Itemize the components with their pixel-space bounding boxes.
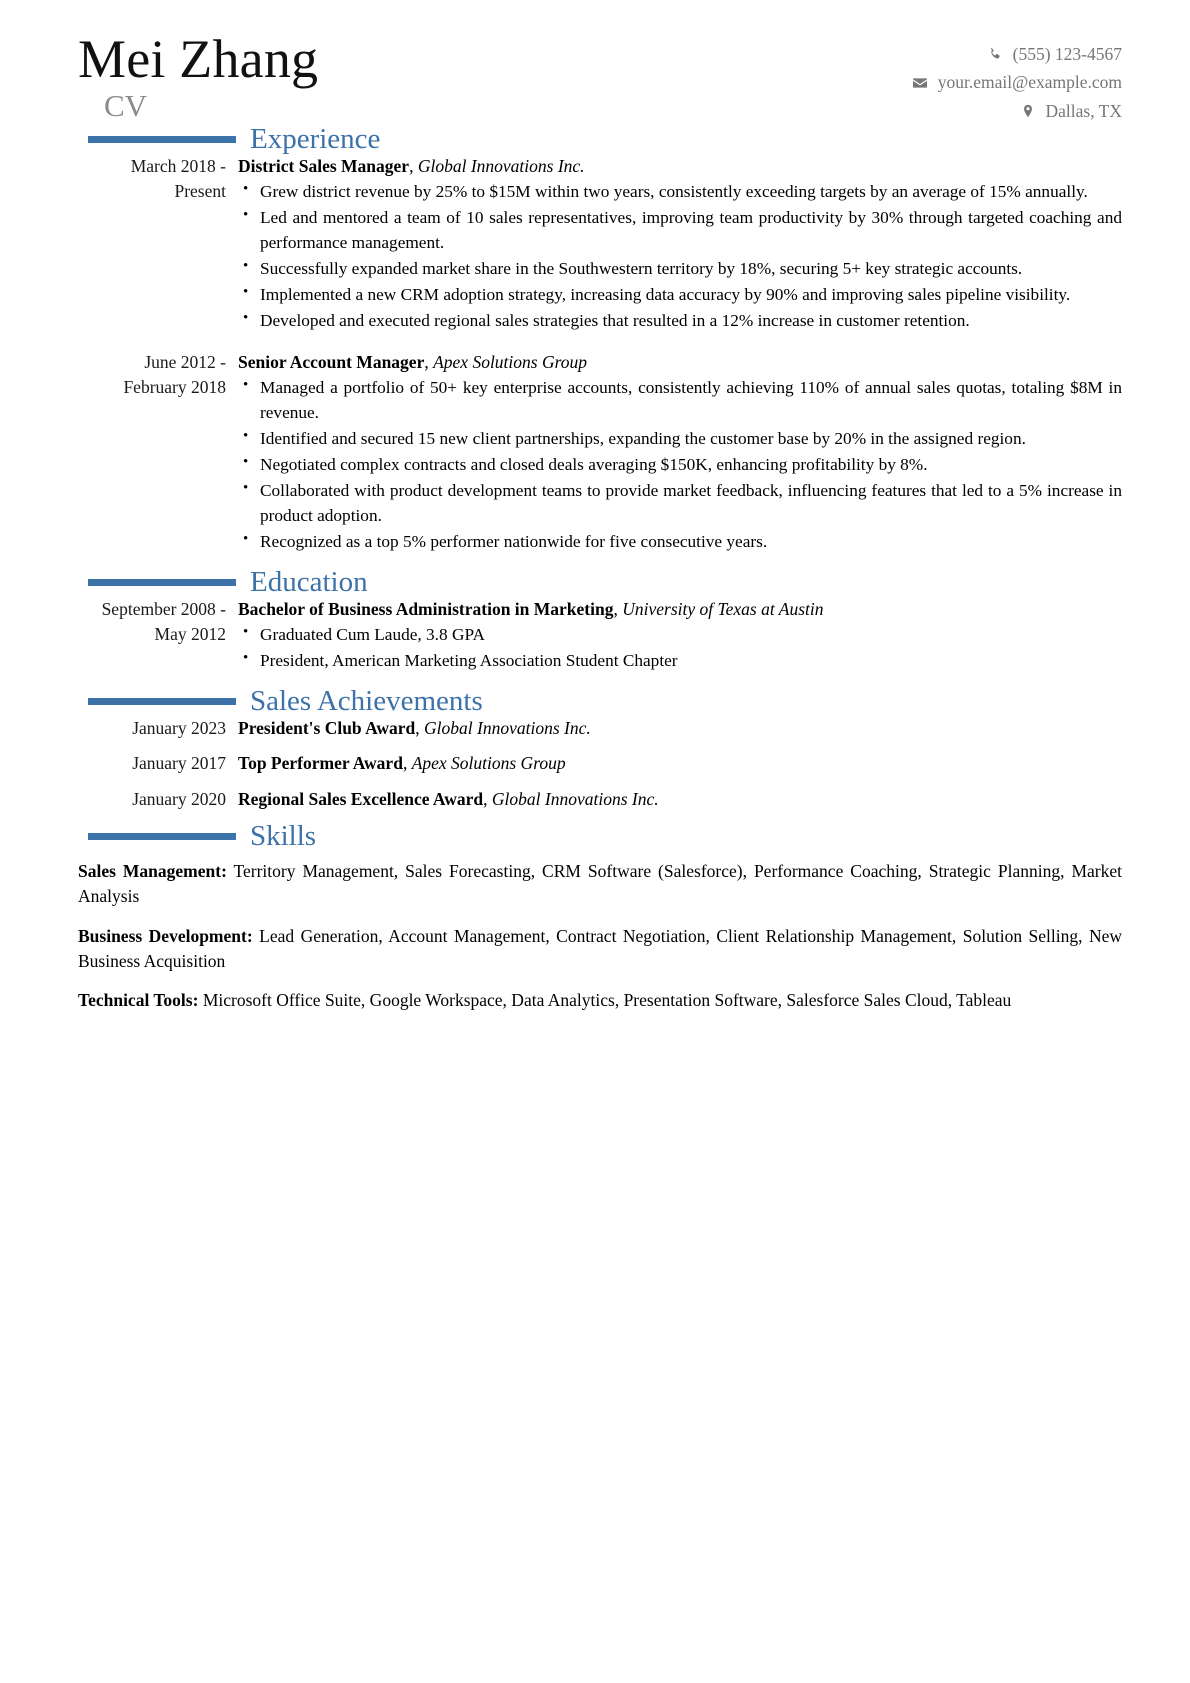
entry-heading bbox=[238, 154, 1122, 179]
list-item: • Developed and executed regional sales strategies that resulted in a 12% increase in customer retention. bbox=[238, 309, 1122, 334]
email-address: your.email@example.com bbox=[937, 72, 1122, 93]
entry-heading bbox=[238, 716, 1122, 741]
entry-body bbox=[238, 751, 1122, 776]
spacer bbox=[0, 556, 1190, 568]
list-item: • Collaborated with product development teams to provide market feedback, influencing features that led to a 5% increase in product adoption. bbox=[238, 479, 1122, 529]
organization-name: Apex Solutions Group bbox=[411, 753, 566, 774]
entry-body bbox=[238, 154, 1122, 335]
contact-phone[interactable] bbox=[912, 40, 1122, 68]
document-subtitle: CV bbox=[104, 88, 148, 124]
section-title-achievements: Sales Achievements bbox=[250, 684, 483, 717]
section-rule bbox=[88, 136, 236, 143]
entry-date: June 2012 - February 2018 bbox=[123, 351, 226, 398]
entry-separator: , bbox=[424, 351, 429, 372]
skills-list bbox=[0, 851, 1190, 1014]
entry-separator: , bbox=[483, 788, 488, 809]
phone-icon bbox=[987, 46, 1004, 63]
entry-date: January 2023 bbox=[132, 717, 226, 738]
entry-body bbox=[238, 716, 1122, 741]
experience-entry bbox=[0, 154, 1190, 335]
organization-name: Apex Solutions Group bbox=[433, 351, 588, 372]
education-entry bbox=[0, 597, 1190, 675]
experience-entry bbox=[0, 350, 1190, 556]
skill-group bbox=[78, 859, 1122, 910]
award-title: Regional Sales Excellence Award bbox=[238, 788, 484, 809]
job-title: District Sales Manager bbox=[238, 156, 410, 177]
award-title: Top Performer Award bbox=[238, 753, 403, 774]
cv-header bbox=[0, 0, 1190, 125]
list-item: • Grew district revenue by 25% to $15M within two years, consistently exceeding targets by an average of 15% annually. bbox=[238, 180, 1122, 205]
entry-body bbox=[238, 787, 1122, 812]
skill-items: Lead Generation, Account Management, Contract Negotiation, Client Relationship Management, Solution Selling, New Business Acquisition bbox=[78, 925, 1123, 971]
phone-number: (555) 123-4567 bbox=[1012, 44, 1122, 64]
list-item: • Successfully expanded market share in the Southwestern territory by 18%, securing 5+ key strategic accounts. bbox=[238, 257, 1122, 282]
page-title: Mei Zhang bbox=[78, 29, 319, 89]
entry-date: January 2020 bbox=[132, 788, 226, 809]
contact-block bbox=[912, 32, 1122, 125]
entry-date: March 2018 - Present bbox=[130, 156, 226, 202]
spacer bbox=[0, 675, 1190, 687]
section-rule bbox=[88, 698, 236, 705]
section-rule bbox=[88, 579, 236, 586]
list-item: • Identified and secured 15 new client partnerships, expanding the customer base by 20% in the assigned region. bbox=[238, 427, 1122, 452]
entry-date: January 2017 bbox=[132, 753, 226, 774]
bullet-list bbox=[238, 376, 1122, 554]
entry-separator: , bbox=[415, 717, 420, 738]
contact-location[interactable] bbox=[912, 97, 1122, 125]
list-item: • Negotiated complex contracts and closed deals averaging $150K, enhancing profitability by 8%. bbox=[238, 453, 1122, 478]
entry-body bbox=[238, 350, 1122, 556]
skill-group bbox=[78, 924, 1122, 975]
institution-name: University of Texas at Austin bbox=[622, 598, 824, 619]
section-header-experience bbox=[0, 125, 1190, 154]
location-text: Dallas, TX bbox=[1045, 100, 1122, 121]
location-pin-icon bbox=[1020, 102, 1037, 119]
list-item: • Led and mentored a team of 10 sales representatives, improving team productivity by 30% through targeted coaching and performance management. bbox=[238, 206, 1122, 256]
job-title: Senior Account Manager bbox=[238, 351, 425, 372]
entry-separator: , bbox=[409, 156, 414, 177]
bullet-list bbox=[238, 180, 1122, 333]
spacer bbox=[0, 335, 1190, 350]
list-item: • Managed a portfolio of 50+ key enterprise accounts, consistently achieving 110% of annual sales quotas, totaling $8M in revenue. bbox=[238, 376, 1122, 426]
contact-email[interactable] bbox=[912, 68, 1122, 96]
envelope-icon bbox=[912, 74, 929, 91]
entry-separator: , bbox=[402, 753, 408, 774]
achievement-entry bbox=[0, 716, 1190, 741]
section-title-experience: Experience bbox=[250, 123, 381, 156]
list-item: • President, American Marketing Association Student Chapter bbox=[238, 649, 1122, 674]
organization-name: Global Innovations Inc. bbox=[417, 156, 585, 177]
skill-category-label: Technical Tools: bbox=[78, 990, 199, 1011]
skill-items: Microsoft Office Suite, Google Workspace, Data Analytics, Presentation Software, Salesforce Sales Cloud, Tableau bbox=[202, 990, 1012, 1011]
section-header-skills bbox=[0, 819, 1190, 852]
entry-date: September 2008 - May 2012 bbox=[101, 598, 226, 644]
section-rule bbox=[88, 833, 236, 840]
achievement-entry bbox=[0, 787, 1190, 812]
entry-heading bbox=[238, 350, 1122, 375]
degree-title: Bachelor of Business Administration in Marketing bbox=[238, 598, 614, 619]
skill-category-label: Business Development: bbox=[78, 925, 253, 946]
identity-block bbox=[78, 29, 319, 124]
entry-separator: , bbox=[613, 598, 618, 619]
skill-items: Territory Management, Sales Forecasting, CRM Software (Salesforce), Performance Coaching, Strategic Planning, Market Analysis bbox=[78, 860, 1122, 907]
entry-heading bbox=[238, 751, 1122, 776]
entry-heading bbox=[238, 597, 1122, 622]
section-title-education: Education bbox=[250, 565, 368, 598]
section-header-achievements bbox=[0, 684, 1190, 717]
skill-group bbox=[78, 988, 1122, 1013]
list-item: • Graduated Cum Laude, 3.8 GPA bbox=[238, 623, 1122, 648]
organization-name: Global Innovations Inc. bbox=[424, 717, 591, 738]
entry-body bbox=[238, 597, 1122, 675]
section-title-skills: Skills bbox=[250, 819, 317, 852]
bullet-list bbox=[238, 623, 1122, 674]
achievement-entry bbox=[0, 751, 1190, 776]
entry-heading bbox=[238, 787, 1122, 812]
skill-category-label: Sales Management: bbox=[78, 860, 227, 881]
list-item: • Implemented a new CRM adoption strategy, increasing data accuracy by 90% and improving sales pipeline visibility. bbox=[238, 283, 1122, 308]
award-title: President's Club Award bbox=[238, 717, 416, 738]
organization-name: Global Innovations Inc. bbox=[491, 788, 659, 809]
section-header-education bbox=[0, 565, 1190, 598]
list-item: • Recognized as a top 5% performer nationwide for five consecutive years. bbox=[238, 530, 1122, 555]
